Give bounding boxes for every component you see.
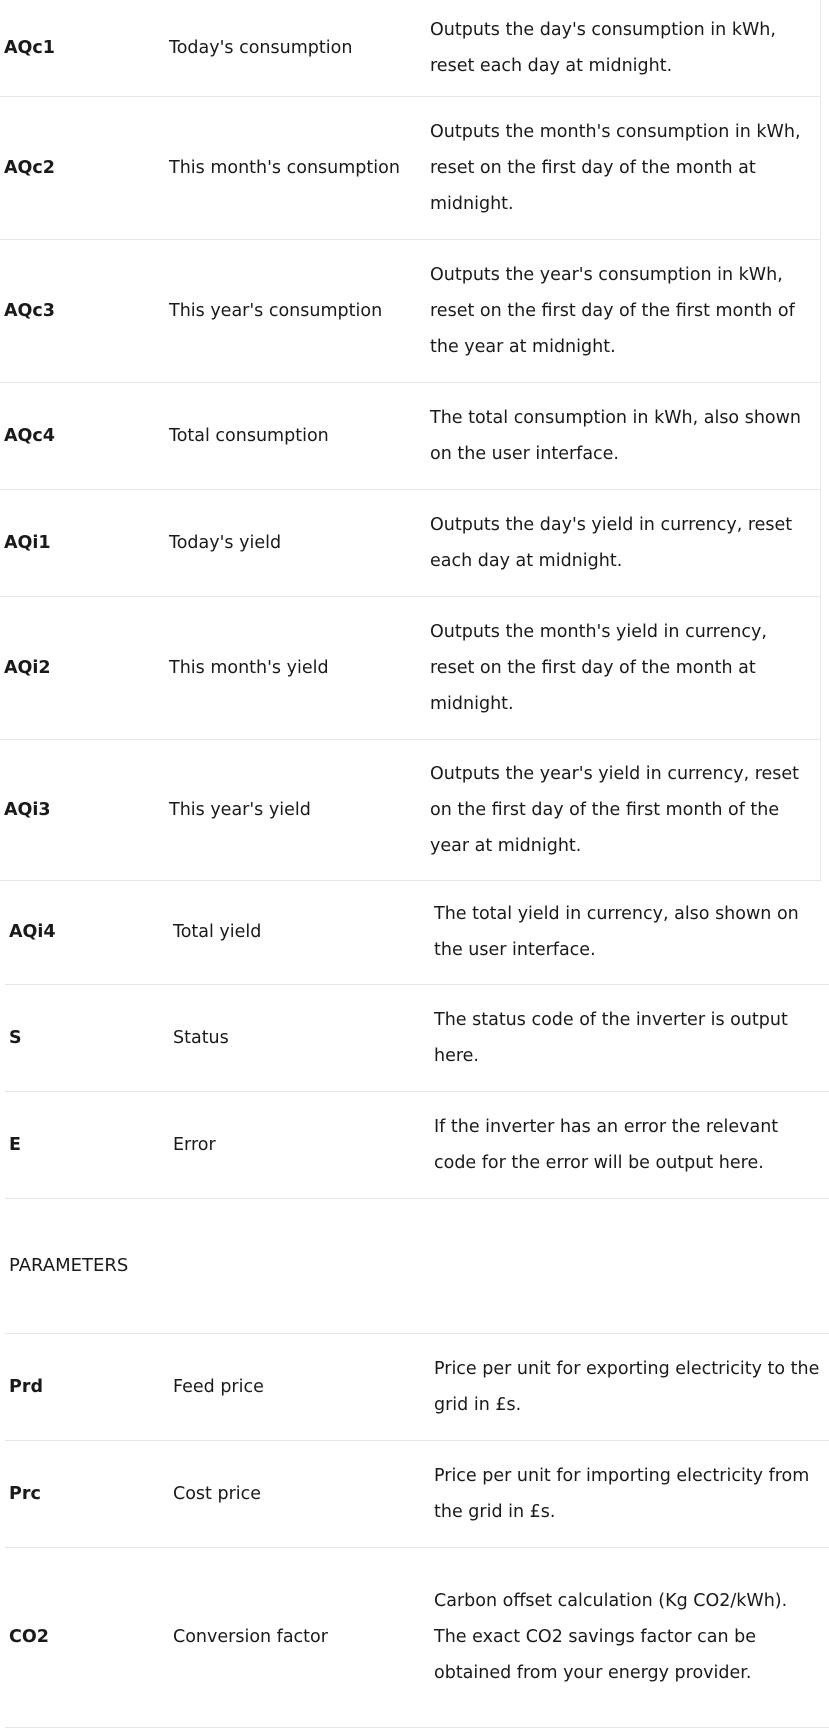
table-row [0,96,820,239]
row-name: Status [173,984,434,1091]
row-code: AQc1 [0,0,169,96]
row-description: The total yield in currency, also shown on the user interface. [434,880,829,984]
row-code: AQi1 [0,489,169,596]
row-name: This month's consumption [169,96,430,239]
row-code: S [5,984,173,1091]
row-code: AQi4 [5,880,173,984]
row-description: Price per unit for exporting electricity to the grid in £s. [434,1333,829,1440]
row-name: Feed price [173,1333,434,1440]
row-code: AQc4 [0,382,169,489]
row-name: This year's consumption [169,239,430,382]
row-code: AQi2 [0,596,169,739]
row-description: The status code of the inverter is output here. [434,984,829,1091]
row-code: Prd [5,1333,173,1440]
row-name: Conversion factor [173,1547,434,1727]
row-code: E [5,1091,173,1198]
row-description: Outputs the year's yield in currency, reset on the first day of the first month of the year at midnight. [430,739,820,880]
table-row [0,239,820,382]
row-code: AQi3 [0,739,169,880]
row-name: This year's yield [169,739,430,880]
table-row [0,596,820,739]
row-name: Today's yield [169,489,430,596]
row-description: Outputs the day's consumption in kWh, reset each day at midnight. [430,0,820,96]
row-description: Outputs the day's yield in currency, reset each day at midnight. [430,489,820,596]
table-row [5,1333,829,1440]
table-row [0,489,820,596]
row-description: The total consumption in kWh, also shown on the user interface. [430,382,820,489]
row-name: This month's yield [169,596,430,739]
table-row [5,1091,829,1198]
row-name: Cost price [173,1440,434,1547]
row-description: If the inverter has an error the relevant code for the error will be output here. [434,1091,829,1198]
row-name: Total yield [173,880,434,984]
row-description: Outputs the month's consumption in kWh, reset on the first day of the month at midnight. [430,96,820,239]
row-description: Outputs the month's yield in currency, reset on the first day of the month at midnight. [430,596,820,739]
parameters-section-row [5,1198,829,1333]
table-row [0,739,820,880]
table-row [0,382,820,489]
table-row [5,1547,829,1727]
row-description: Outputs the year's consumption in kWh, reset on the first day of the first month of the year at midnight. [430,239,820,382]
row-name: Today's consumption [169,0,430,96]
table-row [0,0,820,96]
row-description: Price per unit for importing electricity from the grid in £s. [434,1440,829,1547]
table-row [5,1440,829,1547]
row-code: AQc2 [0,96,169,239]
row-name: Error [173,1091,434,1198]
row-name: Total consumption [169,382,430,489]
table-row [5,880,829,984]
row-code: CO2 [5,1547,173,1727]
parameters-heading: PARAMETERS [5,1198,829,1333]
table-row [5,984,829,1091]
outputs-parameters-table [5,880,829,1728]
row-code: Prc [5,1440,173,1547]
row-code: AQc3 [0,239,169,382]
row-description: Carbon offset calculation (Kg CO2/kWh). The exact CO2 savings factor can be obtained from your energy provider. [434,1547,829,1727]
